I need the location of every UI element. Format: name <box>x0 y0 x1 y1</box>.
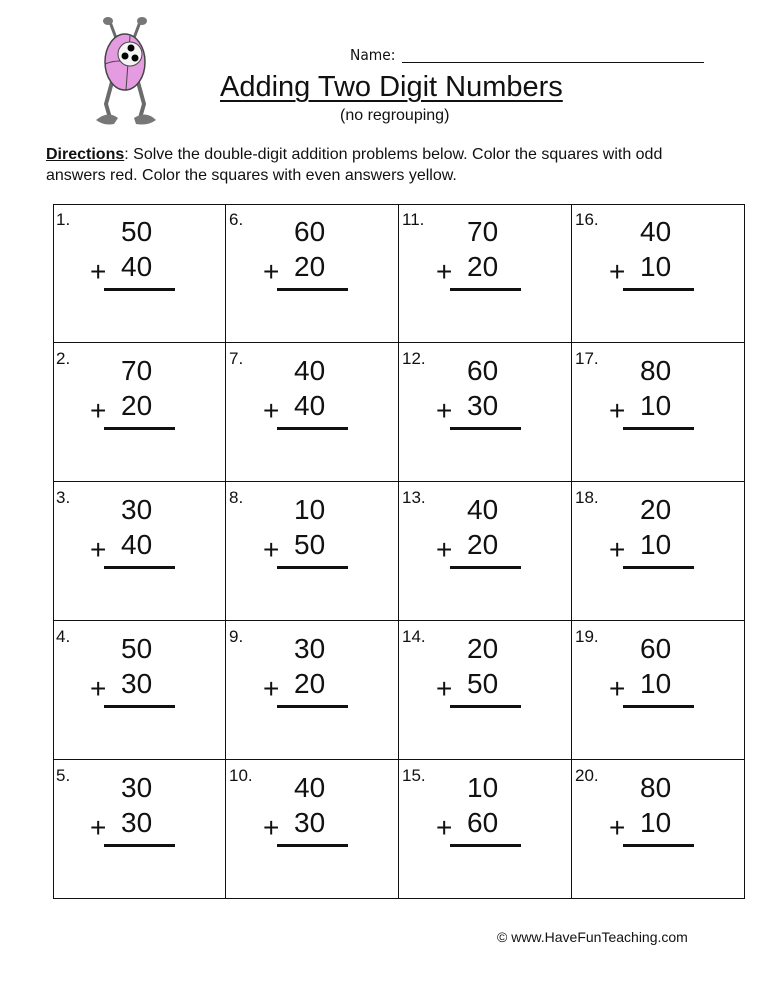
addend-bottom: 30 <box>121 807 153 838</box>
plus-sign: + <box>436 534 453 565</box>
plus-sign: + <box>609 812 626 843</box>
plus-sign: + <box>436 673 453 704</box>
problem-cell[interactable] <box>399 204 572 343</box>
directions-text: : Solve the double-digit addition problems below. Color the squares with odd answers red. Color the squares with even answers yellow. <box>46 146 663 184</box>
problem-cell[interactable] <box>399 482 572 621</box>
answer-line <box>104 288 175 291</box>
name-label: Name: <box>350 46 396 64</box>
problem-number: 13. <box>402 488 426 507</box>
addend-bottom: 30 <box>294 807 326 838</box>
problem-number: 11. <box>402 210 425 229</box>
problem-number: 20. <box>575 766 599 785</box>
problem-cell[interactable] <box>53 204 226 343</box>
addend-bottom: 10 <box>640 807 672 838</box>
addend-top: 60 <box>640 633 672 664</box>
addend-bottom: 30 <box>121 668 153 699</box>
answer-line <box>450 288 521 291</box>
answer-line <box>277 288 348 291</box>
plus-sign: + <box>90 673 107 704</box>
addend-top: 60 <box>467 355 499 386</box>
addend-top: 20 <box>467 633 499 664</box>
plus-sign: + <box>90 395 107 426</box>
problem-cell[interactable] <box>53 343 226 482</box>
problem-grid <box>53 204 745 899</box>
addend-top: 50 <box>121 216 153 247</box>
problem-number: 6. <box>229 210 244 229</box>
addend-bottom: 50 <box>294 529 326 560</box>
addend-bottom: 10 <box>640 390 672 421</box>
plus-sign: + <box>609 673 626 704</box>
addend-top: 30 <box>294 633 326 664</box>
answer-line <box>450 566 521 569</box>
problem-number: 14. <box>402 627 426 646</box>
worksheet-title: Adding Two Digit Numbers <box>220 71 563 103</box>
addend-bottom: 10 <box>640 529 672 560</box>
addend-bottom: 10 <box>640 668 672 699</box>
worksheet-subtitle: (no regrouping) <box>340 107 450 124</box>
addend-top: 20 <box>640 494 672 525</box>
answer-line <box>623 844 694 847</box>
problem-cell[interactable] <box>53 482 226 621</box>
answer-line <box>277 705 348 708</box>
answer-line <box>277 844 348 847</box>
problem-number: 5. <box>56 766 71 785</box>
problem-cell[interactable] <box>572 204 745 343</box>
problem-number: 19. <box>575 627 599 646</box>
plus-sign: + <box>609 534 626 565</box>
addend-bottom: 10 <box>640 251 672 282</box>
addend-top: 10 <box>467 772 499 803</box>
plus-sign: + <box>609 256 626 287</box>
plus-sign: + <box>90 256 107 287</box>
answer-line <box>623 427 694 430</box>
problem-cell[interactable] <box>399 621 572 760</box>
addend-bottom: 60 <box>467 807 499 838</box>
addend-top: 50 <box>121 633 153 664</box>
problem-cell[interactable] <box>226 482 399 621</box>
plus-sign: + <box>436 256 453 287</box>
problem-cell[interactable] <box>53 760 226 899</box>
answer-line <box>277 427 348 430</box>
answer-line <box>104 705 175 708</box>
addend-top: 40 <box>294 355 326 386</box>
plus-sign: + <box>90 812 107 843</box>
addend-bottom: 50 <box>467 668 499 699</box>
problem-cell[interactable] <box>572 760 745 899</box>
answer-line <box>623 288 694 291</box>
problem-number: 2. <box>56 349 71 368</box>
addend-bottom: 20 <box>294 668 326 699</box>
problem-cell[interactable] <box>226 760 399 899</box>
answer-line <box>104 566 175 569</box>
plus-sign: + <box>263 534 280 565</box>
addend-top: 80 <box>640 772 672 803</box>
plus-sign: + <box>436 812 453 843</box>
problem-number: 10. <box>229 766 253 785</box>
problem-number: 3. <box>56 488 71 507</box>
problem-number: 1. <box>56 210 71 229</box>
problem-number: 18. <box>575 488 599 507</box>
problem-number: 16. <box>575 210 599 229</box>
name-field-line[interactable] <box>402 62 704 63</box>
problem-number: 12. <box>402 349 426 368</box>
directions-label: Directions <box>46 146 125 163</box>
addend-top: 10 <box>294 494 326 525</box>
answer-line <box>450 705 521 708</box>
monster-mascot-image <box>80 14 170 126</box>
addend-bottom: 20 <box>294 251 326 282</box>
addend-top: 30 <box>121 772 153 803</box>
problem-cell[interactable] <box>399 343 572 482</box>
addend-bottom: 40 <box>121 251 153 282</box>
plus-sign: + <box>263 395 280 426</box>
addend-bottom: 20 <box>467 251 499 282</box>
problem-cell[interactable] <box>572 343 745 482</box>
problem-number: 9. <box>229 627 244 646</box>
addend-bottom: 40 <box>121 529 153 560</box>
problem-cell[interactable] <box>226 204 399 343</box>
addend-top: 40 <box>294 772 326 803</box>
answer-line <box>104 427 175 430</box>
answer-line <box>623 566 694 569</box>
plus-sign: + <box>90 534 107 565</box>
problem-number: 17. <box>575 349 599 368</box>
answer-line <box>277 566 348 569</box>
addend-top: 80 <box>640 355 672 386</box>
problem-cell[interactable] <box>572 621 745 760</box>
plus-sign: + <box>263 812 280 843</box>
problem-cell[interactable] <box>226 621 399 760</box>
addend-top: 40 <box>640 216 672 247</box>
addend-bottom: 20 <box>467 529 499 560</box>
answer-line <box>450 844 521 847</box>
problem-number: 7. <box>229 349 244 368</box>
addend-top: 60 <box>294 216 326 247</box>
problem-cell[interactable] <box>226 343 399 482</box>
problem-number: 4. <box>56 627 71 646</box>
problem-cell[interactable] <box>399 760 572 899</box>
plus-sign: + <box>263 673 280 704</box>
plus-sign: + <box>263 256 280 287</box>
addend-bottom: 20 <box>121 390 153 421</box>
plus-sign: + <box>609 395 626 426</box>
addend-bottom: 40 <box>294 390 326 421</box>
problem-number: 15. <box>402 766 426 785</box>
problem-cell[interactable] <box>572 482 745 621</box>
answer-line <box>623 705 694 708</box>
copyright-footer: © www.HaveFunTeaching.com <box>497 929 688 945</box>
addend-bottom: 30 <box>467 390 499 421</box>
directions <box>46 144 726 186</box>
problem-cell[interactable] <box>53 621 226 760</box>
addend-top: 70 <box>121 355 153 386</box>
plus-sign: + <box>436 395 453 426</box>
answer-line <box>450 427 521 430</box>
addend-top: 40 <box>467 494 499 525</box>
problem-number: 8. <box>229 488 244 507</box>
addend-top: 30 <box>121 494 153 525</box>
answer-line <box>104 844 175 847</box>
addend-top: 70 <box>467 216 499 247</box>
